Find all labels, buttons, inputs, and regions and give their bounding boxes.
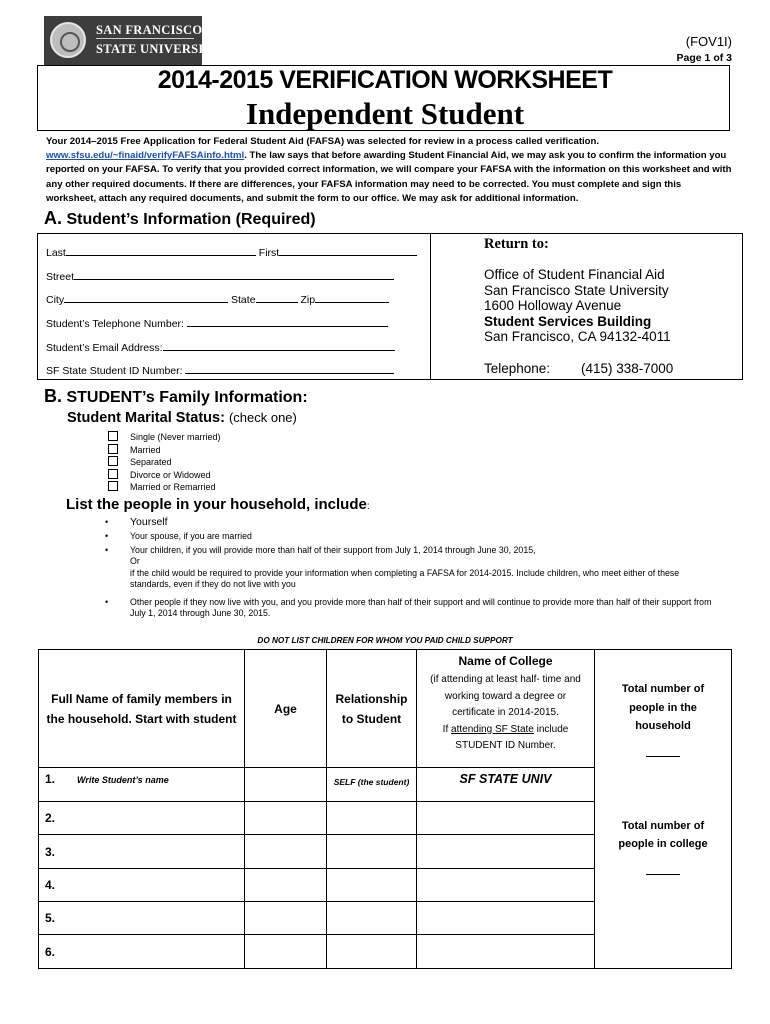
city-field[interactable] [64,293,228,303]
address-line-university: San Francisco State University [484,282,669,298]
checkbox[interactable] [108,469,118,479]
row-age-cell[interactable] [245,935,327,969]
street-label: Street [46,271,75,283]
column-header-college [417,650,595,768]
phone-label: Student’s Telephone Number: [46,318,184,330]
city-label: City [46,294,65,306]
row-number: 4. [45,878,56,892]
row-college-cell[interactable] [417,869,595,902]
row-age-cell[interactable] [245,869,327,902]
checkbox[interactable] [108,444,118,454]
marital-option[interactable] [108,444,161,455]
marital-status-heading [67,410,297,426]
state-label: State [231,294,256,306]
bullet-text: Your spouse, if you are married [130,531,252,541]
section-a-heading [44,208,316,229]
row-relationship-cell[interactable] [327,835,417,869]
column-header-age [245,650,327,768]
option-label: Single (Never married) [130,432,221,442]
bullet-icon: • [105,596,109,607]
note-underlined: attending SF State [451,723,534,735]
email-row [46,341,395,354]
list-item [105,596,720,620]
bullet-or: Or [130,556,140,566]
state-field[interactable] [256,293,298,303]
street-row [46,270,394,283]
row-college-cell[interactable] [417,902,595,935]
row-relationship-cell[interactable] [327,902,417,935]
section-a-letter: A. [44,208,62,228]
row-number: 1. [45,772,56,786]
row-name-cell[interactable] [39,869,245,902]
last-first-row [46,246,417,259]
last-name-label: Last [46,247,66,259]
row-college-cell[interactable] [417,768,595,802]
total-household-label: Total number of people in the household [621,683,705,732]
marital-status-label: Student Marital Status: [67,410,225,426]
return-to-title: Return to: [484,236,549,252]
option-label: Divorce or Widowed [130,469,211,480]
list-item [105,516,720,529]
total-household-field[interactable] [646,756,680,757]
email-field[interactable] [163,341,395,351]
address-line-building: Student Services Building [484,313,652,329]
logo-line-1: SAN FRANCISCO [96,23,203,37]
total-college-label: Total number of people in college [618,819,708,850]
row-number: 6. [45,944,56,959]
college-header-title: Name of College [458,654,553,668]
address-line-street: 1600 Holloway Avenue [484,298,622,314]
marital-option[interactable] [108,481,216,492]
worksheet-title: 2014-2015 VERIFICATION WORKSHEET [157,66,613,94]
list-item [105,544,720,591]
row-age-cell[interactable] [245,768,327,802]
note-suffix: include STUDENT ID Number. [455,723,569,751]
row-name-cell[interactable] [39,768,245,802]
child-support-warning: DO NOT LIST CHILDREN FOR WHOM YOU PAID CHILD SUPPORT [257,636,513,645]
header-relationship-text: Relationship to Student [335,691,408,726]
row-relationship-cell[interactable] [327,768,417,802]
verify-info-link[interactable]: www.sfsu.edu/~finaid/verifyFAFSAinfo.html [46,150,245,162]
list-item [105,531,720,543]
row-age-cell[interactable] [245,902,327,935]
bullet-icon: • [105,531,109,541]
row-name-cell[interactable] [39,902,245,935]
worksheet-subtitle: Independent Student [245,96,525,131]
intro-paragraph [46,135,732,206]
street-field[interactable] [74,270,394,280]
email-label: Student’s Email Address: [46,342,163,354]
option-label: Separated [130,457,172,467]
marital-option[interactable] [108,431,221,442]
section-b-heading [44,386,308,407]
totals-column [595,650,732,969]
row-college-cell[interactable] [417,802,595,835]
household-heading-text: List the people in your household, include [66,496,367,513]
last-name-field[interactable] [66,246,256,256]
row-relationship-cell[interactable] [327,802,417,835]
phone-field[interactable] [187,317,388,327]
column-header-name [39,650,245,768]
header-name-text: Full Name of family members in the household. Start with student [46,691,237,726]
checkbox[interactable] [108,431,118,441]
bullet-text-continued: if the child would be required to provide your information when completing a FAFSA for 2014-2015. Include children, who meet either of these standards, even if they do not live with you [130,567,680,589]
marital-option[interactable] [108,456,172,467]
student-id-field[interactable] [185,364,394,374]
marital-option[interactable] [108,469,211,480]
row-college-cell[interactable] [417,935,595,969]
checkbox[interactable] [108,481,118,491]
first-name-field[interactable] [279,246,417,256]
city-state-zip-row [46,293,389,306]
row-number: 2. [45,811,56,825]
address-line-city: San Francisco, CA 94132-4011 [484,329,671,345]
household-heading-colon: : [366,501,370,512]
section-b-title: STUDENT’s Family Information: [66,389,308,406]
bullet-icon: • [105,517,109,527]
row-name-hint: Write Student’s name [77,775,169,785]
bullet-text: Your children, if you will provide more than half of their support from July 1, 2014 through June 30, 2015, [130,544,536,555]
bullet-icon: • [105,544,109,555]
row-college-cell[interactable] [417,835,595,869]
first-name-label: First [258,247,280,259]
telephone-label: Telephone: [484,361,551,376]
section-a-title: Student’s Information (Required) [66,211,316,228]
row-name-cell[interactable] [39,835,245,869]
row-relationship-cell[interactable] [327,935,417,969]
checkbox[interactable] [108,456,118,466]
university-logo [44,16,222,66]
row-college-value: SF STATE UNIV [459,772,552,786]
header-age-text: Age [274,701,297,716]
row-name-cell[interactable] [39,935,245,969]
marital-status-hint: (check one) [228,410,297,425]
section-b-letter: B. [44,386,62,406]
student-id-row [46,364,394,377]
option-label: Married [130,444,161,455]
page-number: Page 1 of 3 [676,52,732,64]
logo-line-2: STATE UNIVERSITY [96,42,222,56]
college-header-note: (if attending at least half- time and working toward a degree or certificate in 2014-2015. [430,674,581,718]
telephone-number: (415) 338-7000 [581,361,674,376]
row-relationship-value: SELF (the student) [333,777,410,787]
college-header-sfstate-note [425,722,586,755]
option-label: Married or Remarried [130,482,216,492]
total-college-field[interactable] [646,874,680,875]
zip-field[interactable] [315,293,389,303]
column-header-relationship [327,650,417,768]
row-number: 3. [45,844,56,859]
row-age-cell[interactable] [245,802,327,835]
intro-text-2: . The law says that before awarding Student Financial Aid, we may ask you to confirm the information you reported on your FAFSA. To verify that you provided correct information, we will compare your FAFSA with the information on this worksheet and with any other required documents. If there are differences, your FAFSA information may need to be corrected. You must complete and sign this worksheet, attach any required documents, and submit the form to our office. We may ask for additional information. [46,150,732,204]
intro-text-1: Your 2014–2015 Free Application for Federal Student Aid (FAFSA) was selected for review in a process called verification. [46,136,600,147]
household-list-heading [66,496,370,513]
zip-label: Zip [300,294,316,306]
bullet-text: Other people if they now live with you, and you provide more than half of their support and will continue to provide more than half of their support from July 1, 2014 through June 30, 2015. [130,596,712,618]
household-table [38,649,732,969]
note-prefix: If [442,723,452,735]
address-line-office: Office of Student Financial Aid [484,267,665,282]
row-relationship-cell[interactable] [327,869,417,902]
row-number: 5. [45,911,56,925]
row-age-cell[interactable] [245,835,327,869]
form-code: (FOV1I) [685,34,732,49]
university-seal-icon [50,22,86,58]
row-name-cell[interactable] [39,802,245,835]
return-address [484,267,671,345]
bullet-text: Yourself [130,516,168,528]
phone-row [46,317,388,330]
student-id-label: SF State Student ID Number: [46,365,183,377]
